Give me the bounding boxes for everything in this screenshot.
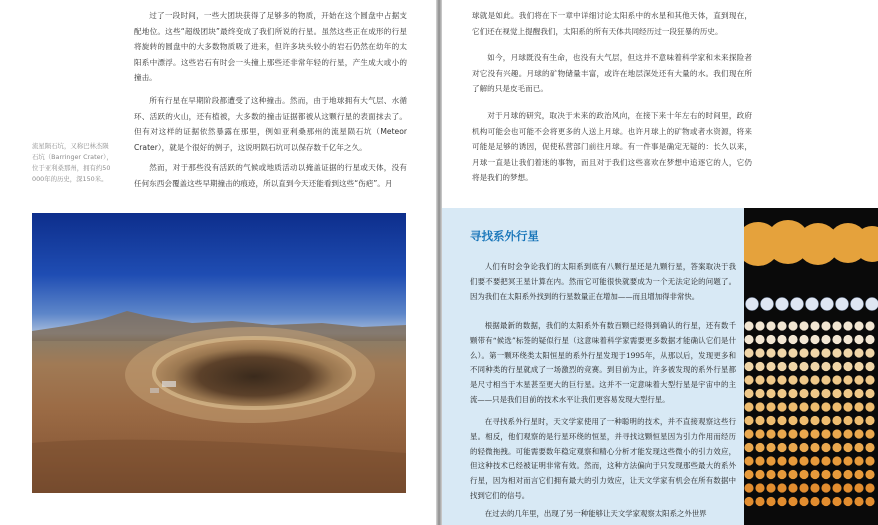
planet-disc: [744, 375, 753, 384]
planet-disc: [854, 456, 863, 465]
planet-disc: [843, 348, 852, 357]
planet-disc: [755, 416, 764, 425]
right-page: [442, 0, 878, 525]
planet-disc: [854, 335, 863, 344]
planet-disc: [799, 443, 808, 452]
planet-disc: [777, 416, 786, 425]
planet-disc: [832, 497, 841, 506]
planet-disc: [854, 402, 863, 411]
planet-disc: [810, 335, 819, 344]
planet-disc: [766, 443, 775, 452]
planet-disc: [843, 321, 852, 330]
planet-disc: [744, 348, 753, 357]
planet-disc: [755, 348, 764, 357]
planet-disc: [832, 470, 841, 479]
planet-disc: [788, 416, 797, 425]
planet-disc: [799, 335, 808, 344]
planet-disc: [865, 456, 874, 465]
planet-disc: [755, 483, 764, 492]
planet-disc: [766, 389, 775, 398]
planet-disc: [766, 456, 775, 465]
planet-disc: [799, 389, 808, 398]
crater-illustration: [32, 213, 406, 493]
planet-disc: [832, 483, 841, 492]
planet-disc: [821, 497, 830, 506]
planet-disc: [806, 298, 819, 311]
planet-disc: [755, 335, 764, 344]
planet-disc: [788, 362, 797, 371]
planet-disc: [777, 375, 786, 384]
planet-disc: [744, 429, 753, 438]
planet-disc: [843, 470, 852, 479]
planet-disc: [788, 456, 797, 465]
planet-disc: [777, 335, 786, 344]
planet-disc: [810, 321, 819, 330]
planet-disc: [832, 335, 841, 344]
planet-disc: [766, 362, 775, 371]
planet-disc: [766, 497, 775, 506]
planet-disc: [865, 483, 874, 492]
planet-transit-image: [744, 208, 878, 525]
planet-disc: [766, 483, 775, 492]
planet-disc: [843, 375, 852, 384]
planet-disc: [810, 443, 819, 452]
planet-disc: [755, 470, 764, 479]
planet-disc: [799, 321, 808, 330]
planet-disc: [866, 298, 878, 311]
planet-disc: [854, 483, 863, 492]
planet-disc: [832, 362, 841, 371]
planet-disc: [832, 402, 841, 411]
planet-disc: [854, 429, 863, 438]
planet-disc: [843, 483, 852, 492]
planet-disc: [799, 375, 808, 384]
planet-disc: [832, 375, 841, 384]
planet-disc: [865, 443, 874, 452]
planet-disc: [821, 483, 830, 492]
planet-disc: [755, 321, 764, 330]
planet-disc: [832, 348, 841, 357]
planet-disc: [777, 470, 786, 479]
planet-disc: [766, 470, 775, 479]
planet-disc: [777, 483, 786, 492]
planet-disc: [821, 362, 830, 371]
planet-disc: [832, 389, 841, 398]
planet-disc: [777, 456, 786, 465]
planet-disc: [821, 375, 830, 384]
planet-grid-illustration: [744, 208, 878, 525]
planet-disc: [810, 497, 819, 506]
meteor-crater-photo: [32, 213, 406, 493]
planet-disc: [865, 375, 874, 384]
planet-disc: [746, 298, 759, 311]
planet-disc: [755, 402, 764, 411]
planet-disc: [744, 470, 753, 479]
planet-disc: [744, 416, 753, 425]
body-paragraph: 球就是如此。我们将在下一章中详细讨论太阳系中的水星和其他天体，直到现在，它们还在视觉上提醒我们，太阳系的所有天体共同经历过一段狂暴的历史。: [472, 11, 752, 36]
planet-disc: [799, 429, 808, 438]
planet-disc: [755, 362, 764, 371]
planet-disc: [777, 497, 786, 506]
planet-disc: [810, 483, 819, 492]
planet-disc: [755, 456, 764, 465]
planet-disc: [836, 298, 849, 311]
planet-disc: [788, 335, 797, 344]
planet-disc: [744, 362, 753, 371]
planet-disc: [788, 497, 797, 506]
planet-disc: [843, 402, 852, 411]
planet-disc: [854, 348, 863, 357]
planet-disc: [810, 402, 819, 411]
planet-disc: [854, 389, 863, 398]
planet-disc: [854, 321, 863, 330]
planet-disc: [843, 416, 852, 425]
planet-disc: [766, 335, 775, 344]
body-paragraph: 然而，对于那些没有活跃的气候或地质活动以掩盖证据的行星或天体，没有任何东西会覆盖这些早期撞击的痕迹，所以直到今天还能看到这些“伤疤”。月: [134, 163, 407, 188]
planet-disc: [821, 429, 830, 438]
body-paragraph: 过了一段时间，一些大团块获得了足够多的物质，开始在这个圆盘中占据支配地位。这些“超级团块”最终变成了我们所说的行星。虽然这些正在成形的行星将旋转的圆盘中的大多数物质吸了进来，但许多块头较小的岩石仍然在幼年的太阳系中漂浮。这些岩石有时会一头撞上那些还非常年轻的行星，产生成大或小的撞击。: [134, 11, 407, 82]
box-paragraph: 在过去的几年里，出现了另一种能够让天文学家观察太阳系之外世界: [484, 509, 707, 518]
planet-disc: [854, 375, 863, 384]
planet-disc: [755, 429, 764, 438]
planet-disc: [832, 416, 841, 425]
photo-caption: 流星陨石坑，又称巴林杰陨石坑（Barringer Crater），位于亚利桑那州，拥有约50 000年的历史，深150米。: [32, 142, 113, 183]
planet-disc: [799, 362, 808, 371]
planet-disc: [810, 348, 819, 357]
planet-disc: [766, 402, 775, 411]
planet-disc: [854, 416, 863, 425]
planet-disc: [777, 443, 786, 452]
planet-disc: [832, 321, 841, 330]
planet-disc: [821, 298, 834, 311]
body-paragraph: 如今，月球既没有生命，也没有大气层，但这并不意味着科学家和未来探险者对它没有兴趣。月球的矿物储量丰富，或许在地层深处还有大量的水。我们现在所了解的只是皮毛而已。: [472, 53, 752, 93]
planet-disc: [799, 483, 808, 492]
planet-disc: [799, 348, 808, 357]
planet-disc: [821, 389, 830, 398]
body-paragraph: 对于月球的研究，取决于未来的政治风向，在接下来十年左右的时间里，政府机构可能会也可能不会将更多的人送上月球。也许月球上的矿物或者水资源，将来可能是足够的诱因，促使私营部门前往月球。有一件事是确定无疑的：长久以来，月球一直是让我们着迷的事物，而且对于我们这些喜欢在梦想中追逐它的人，它仍将是我们的梦想。: [472, 111, 752, 182]
planet-disc: [791, 298, 804, 311]
body-paragraph: 所有行星在早期阶段都遭受了这种撞击。然而，由于地球拥有大气层、水循环、活跃的火山，还有植被，大多数的撞击证据都被从这颗行星的表面抹去了。但有对这样的证据依然暴露在那里，例如亚利桑那州的流星陨石坑（Meteor Crater），就是个很好的例子，这说明陨石坑可以保存数千亿年之久。: [134, 96, 407, 152]
planet-disc: [865, 497, 874, 506]
planet-disc: [810, 389, 819, 398]
planet-disc: [821, 348, 830, 357]
planet-disc: [810, 375, 819, 384]
planet-disc: [777, 362, 786, 371]
planet-disc: [821, 321, 830, 330]
planet-disc: [865, 470, 874, 479]
planet-disc: [821, 470, 830, 479]
planet-disc: [854, 362, 863, 371]
planet-disc: [810, 416, 819, 425]
planet-disc: [821, 416, 830, 425]
planet-disc: [821, 335, 830, 344]
planet-disc: [744, 389, 753, 398]
planet-disc: [865, 321, 874, 330]
planet-disc: [799, 456, 808, 465]
exoplanet-sidebar-box: [442, 208, 878, 525]
planet-disc: [777, 429, 786, 438]
box-paragraph: 根据最新的数据，我们的太阳系外有数百颗已经得到确认的行星，还有数千颗带有“候选”标签的疑似行星（这意味着科学家需要更多数据才能确认它们是什么）。第一颗环绕类太阳恒星的系外行星发现于1995年，从那以后，发现更多和不同种类的行星就成了一场激烈的竞赛。到目前为止，许多被发现的系外行星都是尺寸相当于木星甚至更大的巨行星。这并不一定意味着大型行星是宇宙中的主流——只是我们目前的技术水平让我们更容易发现大型行星。: [470, 321, 736, 404]
planet-disc: [865, 348, 874, 357]
planet-disc: [788, 402, 797, 411]
planet-disc: [788, 348, 797, 357]
planet-disc: [788, 429, 797, 438]
planet-disc: [821, 456, 830, 465]
planet-disc: [865, 416, 874, 425]
planet-disc: [744, 402, 753, 411]
planet-disc: [810, 470, 819, 479]
planet-disc: [843, 443, 852, 452]
planet-disc: [744, 456, 753, 465]
box-paragraph: 在寻找系外行星时，天文学家使用了一种聪明的技术，并不直接观察这些行星。相反，他们观察的是行星环绕的恒星，并寻找这颗恒星因为引力作用而经历的轻微拖拽。可能需要数年稳定观察和精心分析才能发现这些微小的引力效应，但这种技术已经被证明非常有效。然而，这种方法偏向于只发现那些最大的系外行星，因为相对而言它们拥有最大的引力效应，让天文学家有机会在所有数据中找到它们的信号。: [470, 417, 736, 500]
planet-disc: [777, 348, 786, 357]
planet-disc: [821, 402, 830, 411]
left-page: [0, 0, 436, 525]
planet-disc: [854, 443, 863, 452]
planet-disc: [777, 389, 786, 398]
planet-disc: [821, 443, 830, 452]
planet-disc: [761, 298, 774, 311]
planet-disc: [776, 298, 789, 311]
planet-disc: [832, 429, 841, 438]
planet-disc: [865, 429, 874, 438]
planet-disc: [843, 429, 852, 438]
planet-disc: [744, 321, 753, 330]
planet-disc: [766, 348, 775, 357]
planet-disc: [810, 362, 819, 371]
planet-disc: [788, 443, 797, 452]
planet-disc: [865, 362, 874, 371]
planet-disc: [843, 389, 852, 398]
planet-disc: [832, 443, 841, 452]
planet-disc: [854, 470, 863, 479]
planet-disc: [788, 389, 797, 398]
planet-disc: [865, 389, 874, 398]
box-title: 寻找系外行星: [470, 229, 539, 243]
planet-disc: [766, 416, 775, 425]
planet-disc: [843, 497, 852, 506]
planet-disc: [744, 497, 753, 506]
planet-disc: [843, 335, 852, 344]
planet-disc: [755, 389, 764, 398]
planet-disc: [810, 456, 819, 465]
planet-disc: [799, 470, 808, 479]
planet-disc: [865, 402, 874, 411]
planet-disc: [832, 456, 841, 465]
planet-disc: [843, 456, 852, 465]
planet-disc: [755, 443, 764, 452]
planet-disc: [788, 375, 797, 384]
planet-disc: [865, 335, 874, 344]
planet-disc: [744, 483, 753, 492]
planet-disc: [766, 321, 775, 330]
planet-disc: [788, 470, 797, 479]
planet-disc: [755, 375, 764, 384]
planet-disc: [799, 402, 808, 411]
box-paragraph: 人们有时会争论我们的太阳系到底有八颗行星还是九颗行星，答案取决于我们要不要把冥王星计算在内。然而它可能很快就要成为一个无法定论的问题了。因为我们在太阳系外找到的行星数量正在增加——而且增加得非常快。: [470, 262, 736, 301]
planet-disc: [744, 443, 753, 452]
planet-disc: [851, 298, 864, 311]
planet-disc: [799, 497, 808, 506]
planet-disc: [766, 429, 775, 438]
planet-disc: [755, 497, 764, 506]
planet-disc: [777, 402, 786, 411]
planet-disc: [788, 483, 797, 492]
planet-disc: [854, 497, 863, 506]
planet-disc: [766, 375, 775, 384]
planet-disc: [843, 362, 852, 371]
planet-disc: [799, 416, 808, 425]
planet-disc: [777, 321, 786, 330]
planet-disc: [788, 321, 797, 330]
planet-disc: [810, 429, 819, 438]
planet-disc: [744, 335, 753, 344]
